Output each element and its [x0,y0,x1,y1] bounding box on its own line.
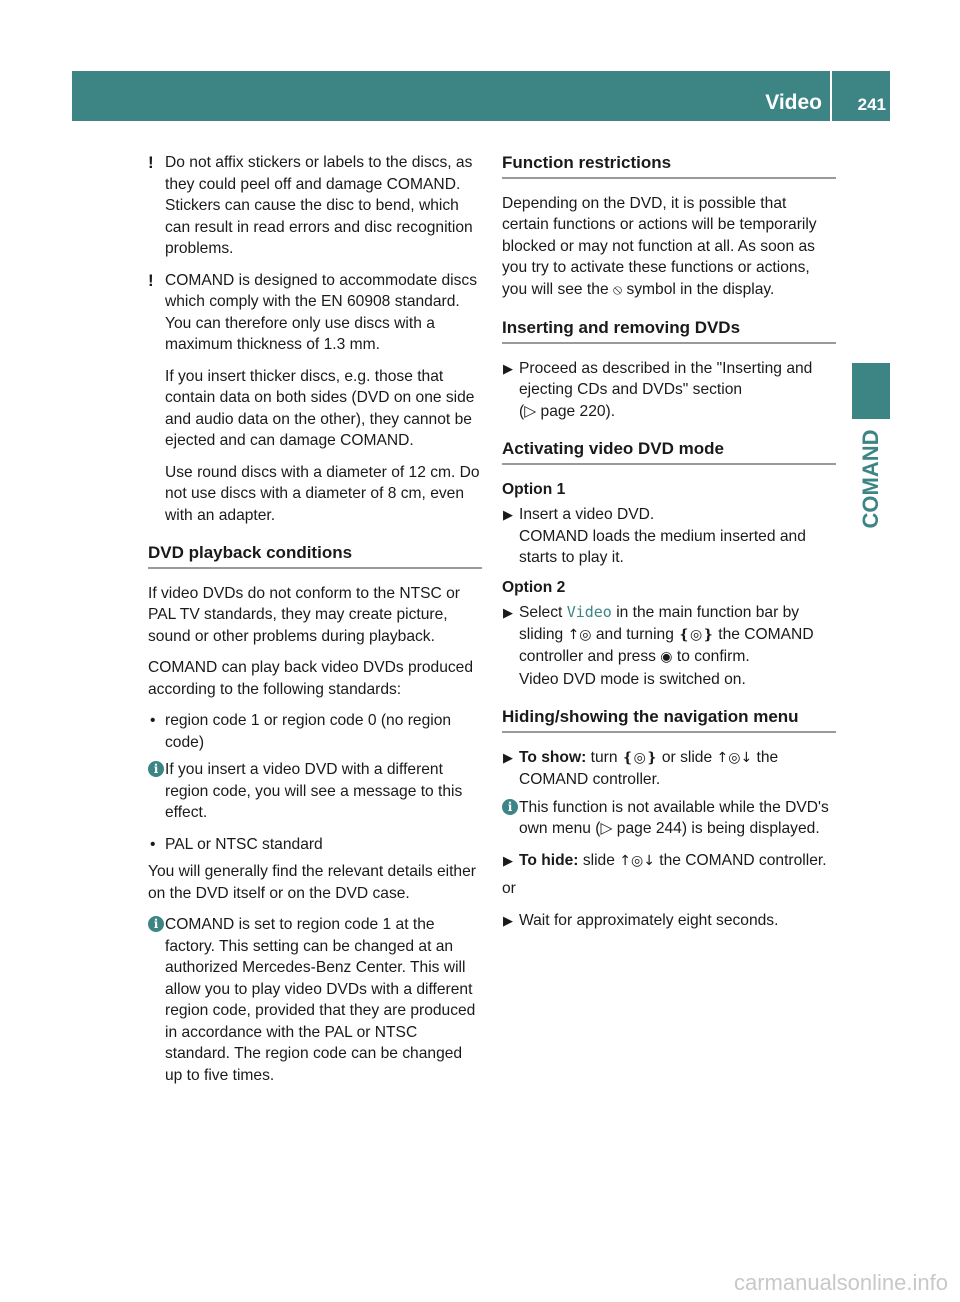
slide-updown-icon: ↑◎↓ [619,852,655,869]
turn-controller-icon: ❴◎❵ [621,749,658,766]
list-item-text: region code 1 or region code 0 (no region code) [165,712,452,751]
slide-up-icon: ↑◎ [567,626,592,643]
bullet-icon: • [150,835,156,853]
side-tab-label: COMAND [858,429,883,529]
left-column [148,152,482,1096]
paragraph: or [502,880,516,897]
warning-note [148,270,482,356]
note-paragraph: If you insert thicker discs, e.g. those that contain data on both sides (DVD on one side and audio data on the other), they cannot be ejected and can damage COMAND. [165,367,475,449]
step-arrow-icon: ▶ [503,852,513,868]
paragraph: If video DVDs do not conform to the NTSC or PAL TV standards, they may create picture, sound or other problems during playback. [148,584,461,645]
step-result: Video DVD mode is switched on. [519,670,746,688]
option-heading: Option 1 [502,480,566,498]
note-text: Do not affix stickers or labels to the discs, as they could peel off and damage COMAND. Stickers can cause the disc to bend, which can result in read errors and disc recognition problems. [165,154,473,257]
step-arrow-icon: ▶ [503,912,513,928]
section-heading: Activating video DVD mode [502,438,836,465]
list-item [148,834,482,856]
step-arrow-icon: ▶ [503,507,513,522]
watermark: carmanualsonline.info [733,1270,948,1295]
info-icon: i [148,761,164,777]
header-bar [72,71,890,121]
section-heading: Hiding/showing the navigation menu [502,706,836,733]
note-text: If you insert a video DVD with a different region code, you will see a message to this effect. [165,761,463,821]
step-arrow-icon: ▶ [503,360,513,376]
step-arrow-icon: ▶ [503,749,513,765]
instruction-step: ▶ To hide: slide ↑◎↓ the COMAND controller. [502,850,836,873]
note-text: COMAND is set to region code 1 at the factory. This setting can be changed at an authorized Mercedes-Benz Center. This will allow you to play video DVDs with a different region code, provided that they are produced in accordance with the PAL or NTSC standard. The region code can be changed up to five times. [165,916,476,1084]
warning-icon: ! [148,270,154,290]
info-icon: i [502,799,518,815]
info-note [148,914,482,1086]
instruction-step: ▶ Proceed as described in the "Inserting and ejecting CDs and DVDs" section (▷ page 220). [503,359,813,420]
slide-updown-icon: ↑◎↓ [716,749,753,766]
paragraph: You will generally find the relevant details either on the DVD itself or on the DVD case. [148,863,476,902]
instruction-step: ▶ Select Video in the main function bar by sliding ↑◎ and turning ❴◎❵ the COMAND controller and press ◉ to confirm. Video DVD mode is switched on. [503,603,814,688]
bullet-icon: • [150,712,156,729]
section-heading: Function restrictions [502,152,836,179]
note-text: This function is not available while the DVD's own menu (▷ page 244) is being displayed. [519,798,829,837]
step-result: COMAND loads the medium inserted and starts to play it. [519,527,806,566]
section-heading: DVD playback conditions [148,542,482,569]
right-column [502,152,836,937]
step-arrow-icon: ▶ [503,605,513,620]
info-note [502,797,836,840]
paragraph: Depending on the DVD, it is possible that certain functions or actions will be temporarily blocked or may not function at all. As soon as you try to activate these functions or actions, you will see the ⦸ symbol in the display. [502,194,817,298]
note-paragraph: Use round discs with a diameter of 12 cm. Do not use discs with a diameter of 8 cm, even with an adapter. [165,463,480,524]
list-item-text: PAL or NTSC standard [165,835,323,853]
section-heading: Inserting and removing DVDs [502,317,836,344]
section-title: Video [765,91,822,114]
list-item [148,710,482,753]
turn-controller-icon: ❴◎❵ [678,626,714,643]
instruction-step: ▶ Wait for approximately eight seconds. [502,910,836,932]
warning-note [148,152,482,260]
blocked-symbol-icon: ⦸ [612,281,623,298]
note-text: COMAND is designed to accommodate discs which comply with the EN 60908 standard. You can therefore only use discs with a maximum thickness of 1.3 mm. [165,271,477,353]
instruction-step: ▶ To show: turn ❴◎❵ or slide ↑◎↓ the COMAND controller. [503,748,779,788]
header-divider [830,71,832,121]
option-heading: Option 2 [502,578,566,596]
instruction-step: ▶ Insert a video DVD. COMAND loads the medium inserted and starts to play it. [503,506,806,566]
info-note [148,759,482,824]
side-tab [852,363,890,419]
warning-icon: ! [148,153,154,172]
video-menu-item-text: Video [566,603,612,621]
page-reference: (▷ page 220). [519,402,616,420]
page-number: 241 [857,95,886,114]
info-icon: i [148,916,164,932]
paragraph: COMAND can play back video DVDs produced according to the following standards: [148,659,474,698]
press-controller-icon: ◉ [660,649,673,665]
